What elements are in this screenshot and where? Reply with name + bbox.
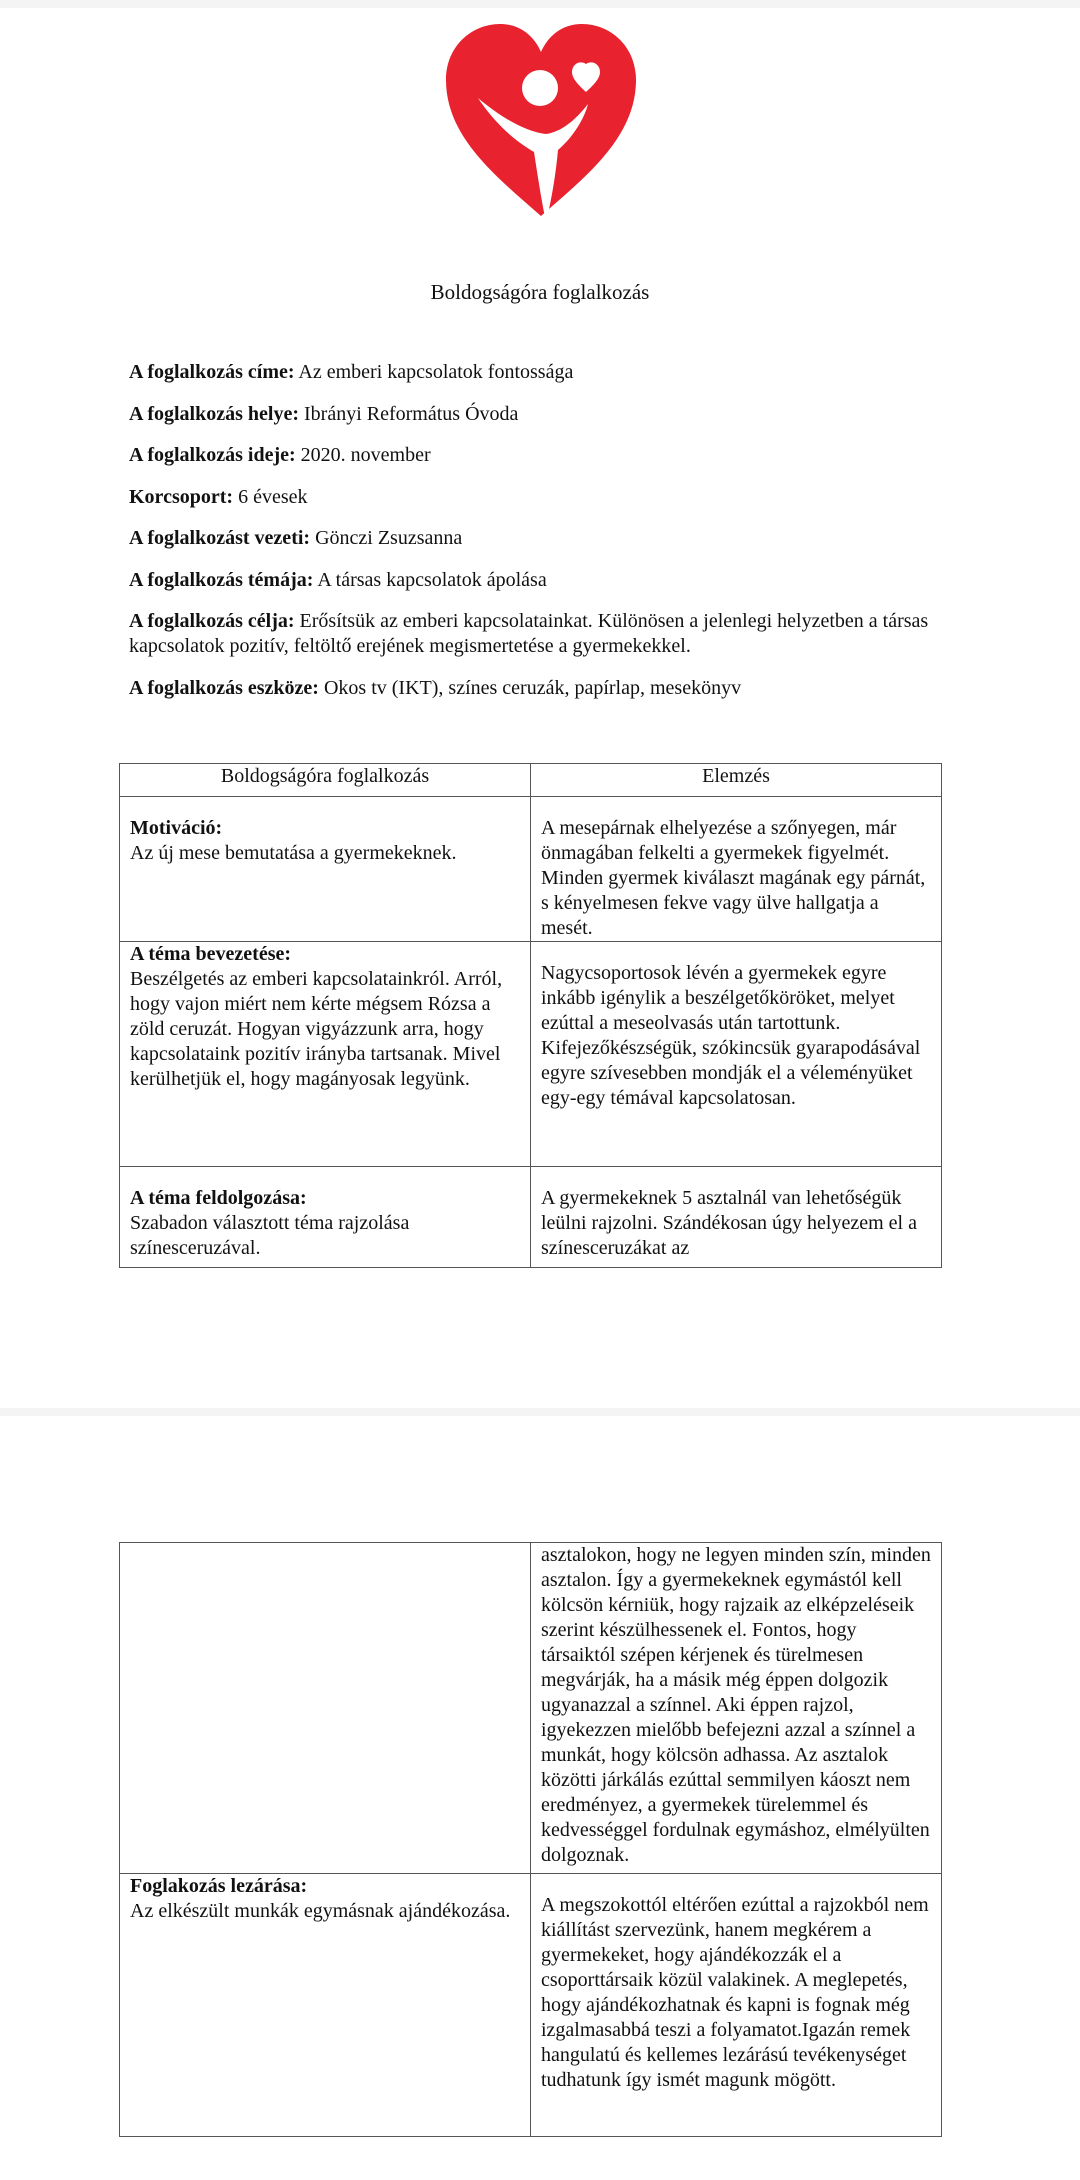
meta-line-title: A foglalkozás címe: Az emberi kapcsolatok fontossága [129, 361, 574, 383]
meta-line-date: A foglalkozás ideje: 2020. november [129, 444, 431, 466]
document-page-2 [0, 1416, 1080, 2180]
row-label: Foglakozás lezárása: [130, 1875, 308, 1897]
row-text: Beszélgetés az emberi kapcsolatainkról. Arról, hogy vajon miért nem kérte mégsem Rózsa a zöld ceruzát. Hogyan vigyázzunk arra, hogy kapcsolataink pozitív irányba tartsanak. Mivel kerülhetjük el, hogy magányosak legyünk. [130, 968, 503, 1090]
row-analysis: A mesepárnak elhelyezése a szőnyegen, már önmagában felkelti a gyermekek figyelmét. Minden gyermek kiválaszt magának egy párnát, s kényelmesen fekve vagy ülve hallgatja a mesét. [541, 817, 926, 939]
heart-people-logo-icon [438, 18, 644, 224]
table-row-introduction [120, 942, 942, 1167]
meta-line-age-group: Korcsoport: 6 évesek [129, 485, 308, 508]
table-row-processing-continued [120, 1543, 942, 1874]
meta-line-tools: A foglalkozás eszköze: Okos tv (IKT), színes ceruzák, papírlap, mesekönyv [129, 676, 742, 699]
row-analysis: Nagycsoportosok lévén a gyermekek egyre inkább igénylik a beszélgetőköröket, melyet ezúttal a meseolvasás után tartottunk. Kifejezőkészségük, szókincsük gyarapodásával egyre szívesebben mondják el a véleményüket egy-egy témával kapcsolatosan. [541, 962, 921, 1109]
meta-line-leader: A foglalkozást vezeti: Gönczi Zsuzsanna [129, 527, 463, 549]
row-text: Az új mese bemutatása a gyermekeknek. [130, 842, 457, 864]
table-row-closing [120, 1874, 942, 2137]
row-analysis: A megszokottól eltérően ezúttal a rajzokból nem kiállítást szervezünk, hanem megkérem a gyermekeket, hogy ajándékozzák el a csoporttársaik közül valakinek. A meglepetés, hogy ajándékozhatnak és kapni is fognak még izgalmasabbá teszi a folyamatot.Igazán remek hangulatú és kellemes lezárású tevékenységet tudhatunk így ismét magunk mögött. [541, 1894, 929, 2091]
table-header-row [120, 764, 942, 797]
activity-table [119, 763, 942, 1268]
table-row-motivation [120, 797, 942, 942]
row-label: A téma feldolgozása: [130, 1187, 307, 1209]
row-text: Az elkészült munkák egymásnak ajándékozása. [130, 1900, 511, 1922]
table-header-analysis: Elemzés [531, 764, 942, 797]
meta-section [129, 360, 949, 717]
meta-line-place: A foglalkozás helye: Ibrányi Református Óvoda [129, 402, 519, 425]
row-label: Motiváció: [130, 817, 223, 839]
meta-line-goal: A foglalkozás célja: Erősítsük az emberi kapcsolatainkat. Különösen a jelenlegi helyzetben a társas kapcsolatok pozitív, feltöltő erejének megismertetése a gyermekekkel. [129, 610, 929, 657]
document-page-1 [0, 8, 1080, 1408]
row-text: Szabadon választott téma rajzolása színesceruzával. [130, 1212, 410, 1259]
activity-table-continued [119, 1542, 942, 2137]
meta-line-topic: A foglalkozás témája: A társas kapcsolatok ápolása [129, 568, 547, 591]
row-analysis: A gyermekeknek 5 asztalnál van lehetőségük leülni rajzolni. Szándékosan úgy helyezem el a színesceruzákat az [541, 1187, 917, 1259]
table-row-processing [120, 1167, 942, 1268]
row-label: A téma bevezetése: [130, 943, 292, 965]
row-analysis: asztalokon, hogy ne legyen minden szín, minden asztalon. Így a gyermekeknek egymástól kell kölcsön kérniük, hogy rajzaik az elképzeléseik szerint készülhessenek el. Fontos, hogy társaiktól szépen kérjenek és türelmesen megvárják, ha a másik még éppen dolgozik ugyanazzal a színnel. Aki éppen rajzol, igyekezzen mielőbb befejezni azzal a színnel a munkát, hogy kölcsön adhassa. Az asztalok közötti járkálás ezúttal semmilyen káoszt nem eredményez, a gyermekek türelemmel és kedvességgel fordulnak egymáshoz, elmélyülten dolgoznak. [541, 1544, 931, 1866]
document-title: Boldogságóra foglalkozás [430, 280, 650, 304]
table-header-activity: Boldogságóra foglalkozás [120, 764, 531, 797]
